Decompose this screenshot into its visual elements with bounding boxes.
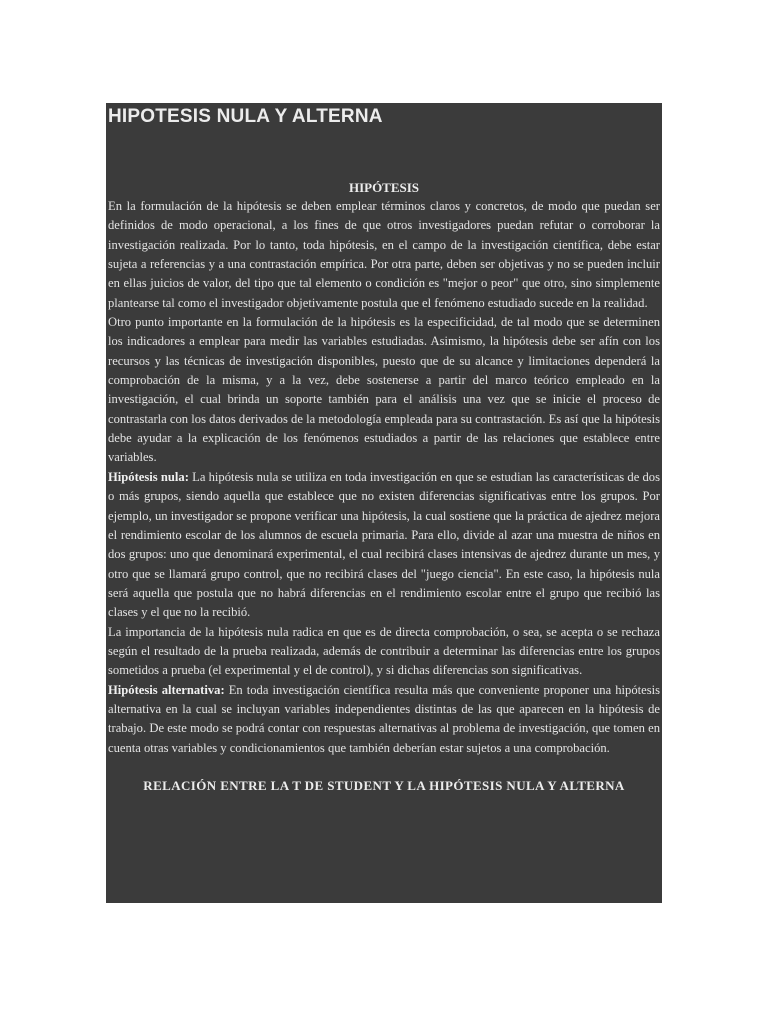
paragraph-alternative-hypothesis bbox=[108, 681, 660, 758]
null-hypothesis-label: Hipótesis nula: bbox=[108, 469, 189, 484]
null-hypothesis-text: La hipótesis nula se utiliza en toda investigación en que se estudian las características de dos o más grupos, siendo aquella que establece que no existen diferencias significativas entre los grupos. Por ejemplo, un investigador se propone verificar una hipótesis, la cual sostiene que la práctica de ajedrez mejora el rendimiento escolar de los alumnos de escuela primaria. Para ello, divide al azar una muestra de niños en dos grupos: uno que denominará experimental, el cual recibirá clases intensivas de ajedrez durante un mes, y otro que se llamará grupo control, que no recibirá clases del "juego ciencia". En este caso, la hipótesis nula será aquella que postula que no habrá diferencias en el rendimiento escolar entre el grupo que recibió las clases y el que no la recibió. bbox=[108, 469, 661, 620]
paragraph-specificity: Otro punto importante en la formulación de la hipótesis es la especificidad, de tal modo que se determinen los indicadores a emplear para medir las variables estudiadas. Asimismo, la hipótesis debe ser afín con los recursos y las técnicas de investigación disponibles, puesto que de su alcance y limitaciones dependerá la comprobación de la misma, y a la vez, debe sostenerse a partir del marco teórico empleado en la investigación, el cual brinda un soporte también para el análisis una vez que se inicie el proceso de contrastarla con los datos derivados de la metodología empleada para su contrastación. Es así que la hipótesis debe ayudar a la explicación de los fenómenos estudiados a partir de las relaciones que establece entre variables. bbox=[108, 315, 660, 465]
alternative-hypothesis-label: Hipótesis alternativa: bbox=[108, 682, 225, 697]
document-title: HIPOTESIS NULA Y ALTERNA bbox=[108, 106, 383, 127]
document-page bbox=[106, 103, 662, 903]
paragraph-null-hypothesis bbox=[108, 468, 660, 623]
paragraph-null-importance: La importancia de la hipótesis nula radica en que es de directa comprobación, o sea, se acepta o se rechaza según el resultado de la prueba realizada, además de contribuir a determinar las diferencias entre los grupos sometidos a prueba (el experimental y el de control), y si dichas diferencias son significativas. bbox=[108, 624, 660, 678]
alternative-hypothesis-text: En toda investigación científica resulta más que conveniente proponer una hipótesis alternativa en la cual se incluyan variables independientes distintas de las que aparecen en la hipótesis de trabajo. De este modo se podrá contar con respuestas alternativas al problema de investigación, que tomen en cuenta otras variables y condicionamientos que también deberían estar sujetos a una comprobación. bbox=[108, 682, 661, 755]
paragraph-formulation: En la formulación de la hipótesis se deben emplear términos claros y concretos, de modo que puedan ser definidos de modo operacional, a los fines de que otros investigadores puedan refutar o corroborar la investigación realizada. Por lo tanto, toda hipótesis, en el campo de la investigación científica, debe estar sujeta a referencias y a una contrastación empírica. Por otra parte, deben ser objetivas y no se pueden incluir en ellas juicios de valor, del tipo que tal elemento o condición es "mejor o peor" que otro, sino simplemente plantearse tal como el investigador objetivamente postula que el fenómeno estudiado sucede en la realidad. bbox=[108, 199, 660, 310]
section-heading: HIPÓTESIS bbox=[348, 180, 420, 195]
closing-heading: RELACIÓN ENTRE LA T DE STUDENT Y LA HIPÓTESIS NULA Y ALTERNA bbox=[143, 777, 625, 793]
